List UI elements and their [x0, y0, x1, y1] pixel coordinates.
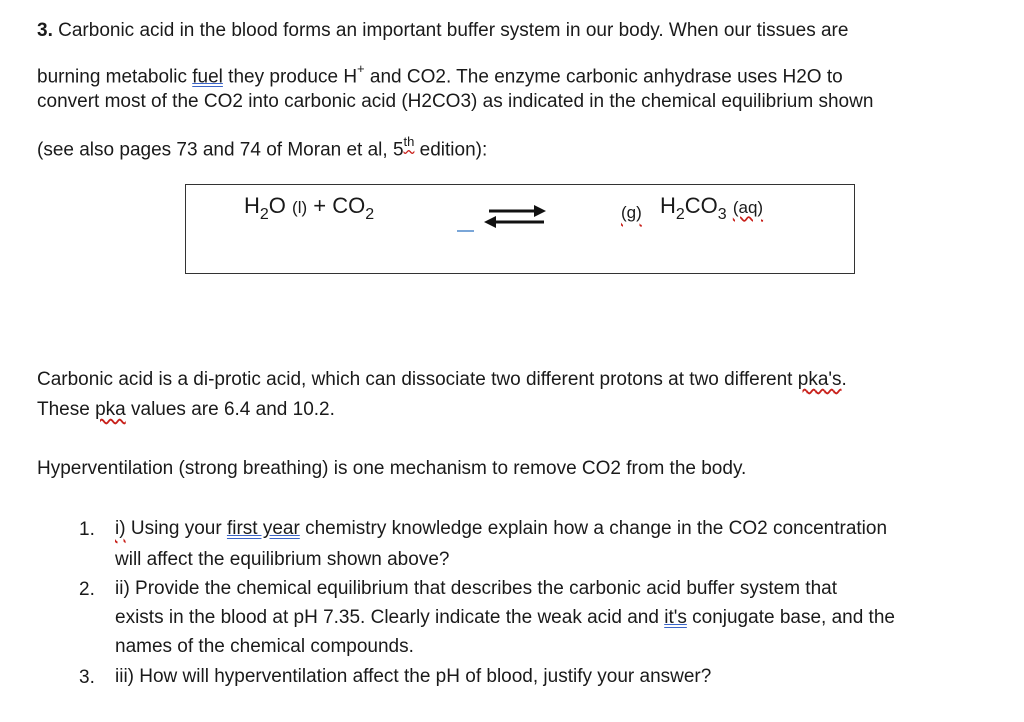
- q1-text-b: chemistry knowledge explain how a change in the CO2 concentration: [299, 518, 888, 539]
- q2-text-line1: ii) Provide the chemical equilibrium that describes the carbonic acid buffer system that: [115, 578, 837, 599]
- q3-text-line1: iii) How will hyperventilation affect the pH of blood, justify your answer?: [115, 666, 712, 687]
- equation-gas-state: [621, 198, 642, 224]
- q2-text-line2b: conjugate base, and the: [686, 607, 895, 628]
- equation-products: [660, 193, 764, 223]
- intro-text-1: Carbonic acid in the blood forms an important buffer system in our body. When our tissues are: [52, 20, 849, 41]
- eq-state-gas: (g): [621, 203, 642, 222]
- eq-sub-2b: 2: [365, 206, 375, 223]
- list-item-2-line-3: [115, 632, 414, 661]
- list-item-number-1: 1.: [79, 519, 95, 540]
- word-fuel: fuel: [192, 66, 223, 88]
- word-pka: pka: [95, 399, 126, 420]
- para2-text-1b: .: [841, 369, 847, 390]
- eq-plus: +: [313, 193, 327, 218]
- list-item-3: [115, 662, 711, 691]
- word-pkas: pka's: [797, 369, 842, 390]
- para2-text-2a: These: [37, 399, 96, 420]
- intro-line-1: [37, 19, 848, 43]
- word-its: it's: [664, 607, 687, 628]
- eq-prod-co: CO: [684, 193, 718, 218]
- eq-o: O: [268, 193, 286, 218]
- eq-prod-sub-2: 2: [675, 206, 685, 223]
- q2-text-line2a: exists in the blood at pH 7.35. Clearly indicate the weak acid and: [115, 607, 665, 628]
- list-item-1-line-2: [115, 545, 449, 574]
- intro-text-2b: they produce H: [222, 66, 358, 88]
- eq-sub-2: 2: [259, 206, 269, 223]
- equilibrium-arrows-icon: [454, 197, 554, 237]
- equation-reactants: [244, 193, 375, 223]
- list-item-2: [115, 574, 837, 603]
- q1-roman: i): [115, 518, 126, 539]
- list-item-number-2: 2.: [79, 579, 95, 600]
- list-item-number-3: 3.: [79, 667, 95, 688]
- para2-text-2b: values are 6.4 and 10.2.: [125, 399, 335, 420]
- question-number: 3.: [37, 20, 53, 41]
- superscript-plus: +: [357, 61, 365, 76]
- para3-line: [37, 457, 746, 481]
- para2-text-1a: Carbonic acid is a di-protic acid, which can dissociate two different protons at two different: [37, 369, 798, 390]
- intro-line-3: [37, 90, 873, 114]
- q1-text-line2: will affect the equilibrium shown above?: [115, 549, 450, 570]
- intro-text-4b: edition):: [414, 139, 488, 161]
- q1-text-a: Using your: [125, 518, 227, 539]
- intro-line-2: [37, 59, 843, 89]
- eq-state-liquid: (l): [292, 198, 308, 217]
- superscript-th: th: [403, 134, 415, 149]
- eq-prod-h: H: [660, 193, 676, 218]
- intro-text-2c: and CO2. The enzyme carbonic anhydrase uses H2O to: [364, 66, 843, 88]
- eq-state-aqueous: (aq): [732, 198, 764, 217]
- para2-line-2: [37, 398, 335, 422]
- eq-co: CO: [332, 193, 366, 218]
- phrase-first-year: first year: [226, 518, 300, 539]
- eq-h: H: [244, 193, 260, 218]
- list-item-2-line-2: [115, 603, 895, 632]
- list-item-1: [115, 514, 887, 543]
- intro-text-2a: burning metabolic: [37, 66, 193, 88]
- intro-text-3: convert most of the CO2 into carbonic acid (H2CO3) as indicated in the chemical equilibrium shown: [37, 91, 874, 112]
- eq-prod-sub-3: 3: [717, 206, 727, 223]
- para2-line-1: [37, 368, 847, 392]
- q2-text-line3: names of the chemical compounds.: [115, 636, 414, 657]
- para3-text: Hyperventilation (strong breathing) is one mechanism to remove CO2 from the body.: [37, 458, 747, 479]
- intro-line-4: [37, 132, 487, 162]
- intro-text-4a: (see also pages 73 and 74 of Moran et al, 5: [37, 139, 404, 161]
